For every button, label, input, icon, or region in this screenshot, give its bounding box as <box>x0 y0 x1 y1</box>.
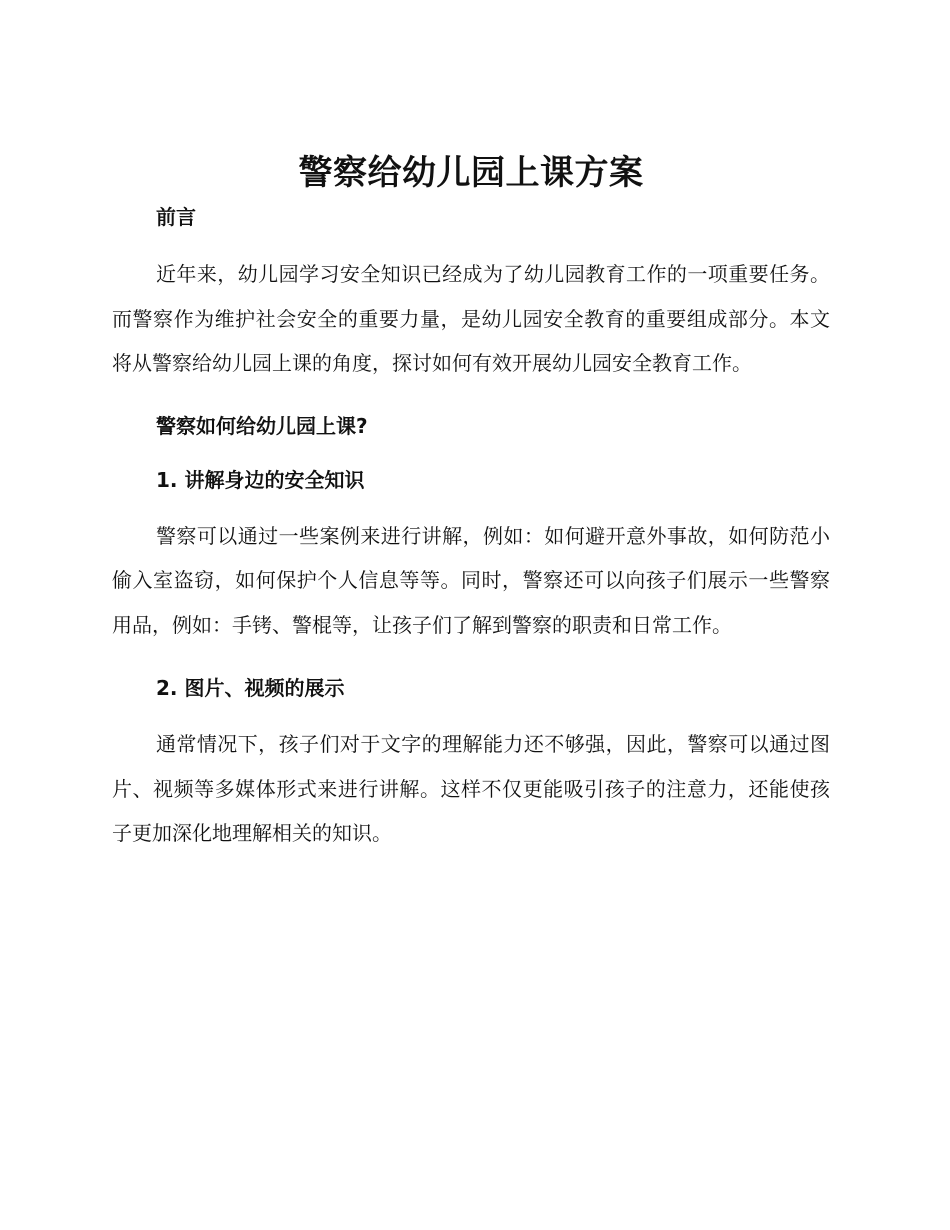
paragraph-safety-knowledge: 警察可以通过一些案例来进行讲解，例如：如何避开意外事故，如何防范小偷入室盗窃，如何保护个人信息等等。同时，警察还可以向孩子们展示一些警察用品，例如：手铐、警棍等，让孩子们了解到警察的职责和日常工作。 <box>112 523 830 637</box>
document-title: 警察给幼儿园上课方案 <box>298 153 644 193</box>
paragraph-media-display: 通常情况下，孩子们对于文字的理解能力还不够强，因此，警察可以通过图片、视频等多媒体形式来进行讲解。这样不仅更能吸引孩子的注意力，还能使孩子更加深化地理解相关的知识。 <box>112 732 830 845</box>
section-heading-preface: 前言 <box>156 205 196 229</box>
document-page <box>112 150 830 856</box>
section-heading-how: 警察如何给幼儿园上课? <box>156 413 368 438</box>
paragraph-preface: 近年来，幼儿园学习安全知识已经成为了幼儿园教育工作的一项重要任务。而警察作为维护社会安全的重要力量，是幼儿园安全教育的重要组成部分。本文将从警察给幼儿园上课的角度，探讨如何有效开展幼儿园安全教育工作。 <box>112 262 830 375</box>
section-heading-safety-knowledge: 1. 讲解身边的安全知识 <box>156 467 365 492</box>
section-heading-media-display: 2. 图片、视频的展示 <box>156 676 345 700</box>
